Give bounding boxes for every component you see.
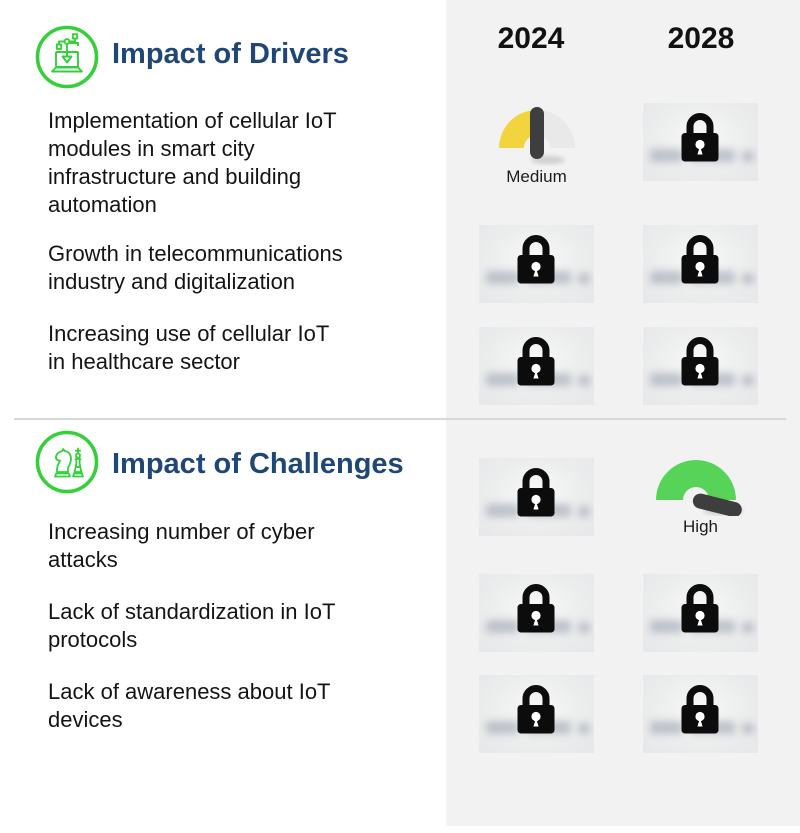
locked-impact-cell[interactable] [479,574,594,652]
blurred-text-placeholder [578,506,590,517]
text-line: in healthcare sector [48,349,240,374]
padlock-icon [514,466,558,518]
blurred-text-placeholder [742,622,754,633]
text-line: infrastructure and building [48,164,302,189]
padlock-icon [514,582,558,634]
locked-impact-cell[interactable] [643,103,758,181]
locked-impact-cell[interactable] [479,458,594,536]
locked-impact-cell[interactable] [643,225,758,303]
locked-impact-cell[interactable] [643,675,758,753]
text-line: automation [48,192,157,217]
blurred-text-placeholder [742,723,754,734]
padlock-icon [678,111,722,163]
text-line: industry and digitalization [48,269,296,294]
blurred-text-placeholder [578,622,590,633]
padlock-icon [678,582,722,634]
gauge-needle [530,107,544,159]
gauge-medium [479,104,594,187]
padlock-icon [678,335,722,387]
text-line: Growth in telecommunications [48,241,343,266]
section-divider [14,418,786,420]
text-line: protocols [48,627,138,652]
blurred-text-placeholder [742,151,754,162]
challenge-item-1 [48,518,444,574]
driver-item-1 [48,107,444,219]
text-line: attacks [48,547,118,572]
gauge-high-dial [651,452,751,516]
text-line: modules in smart city [48,136,255,161]
text-line: Implementation of cellular IoT [48,108,337,133]
locked-impact-cell[interactable] [643,574,758,652]
gauge-medium-dial [495,104,579,166]
column-header-2024: 2024 [497,22,565,55]
challenge-item-3 [48,678,444,734]
padlock-icon [678,683,722,735]
chess-pieces-icon [35,430,99,494]
gauge-label: Medium [506,167,567,186]
locked-impact-cell[interactable] [479,675,594,753]
padlock-icon [514,233,558,285]
drivers-section-title: Impact of Drivers [112,38,349,70]
blurred-text-placeholder [742,273,754,284]
blurred-text-placeholder [578,375,590,386]
laptop-download-circuit-icon [35,25,99,89]
column-header-2028: 2028 [667,22,735,55]
text-line: Increasing number of cyber [48,519,315,544]
driver-item-2 [48,240,444,296]
text-line: devices [48,707,123,732]
text-line: Lack of standardization in IoT [48,599,336,624]
challenge-item-2 [48,598,444,654]
locked-impact-cell[interactable] [643,327,758,405]
text-line: Increasing use of cellular IoT [48,321,330,346]
blurred-text-placeholder [578,723,590,734]
blurred-text-placeholder [578,273,590,284]
blurred-text-placeholder [742,375,754,386]
padlock-icon [514,335,558,387]
locked-impact-cell[interactable] [479,327,594,405]
driver-item-3 [48,320,444,376]
text-line: Lack of awareness about IoT [48,679,331,704]
challenges-section-title: Impact of Challenges [112,448,404,480]
gauge-high [643,452,758,537]
padlock-icon [514,683,558,735]
locked-impact-cell[interactable] [479,225,594,303]
padlock-icon [678,233,722,285]
gauge-label: High [683,517,718,536]
